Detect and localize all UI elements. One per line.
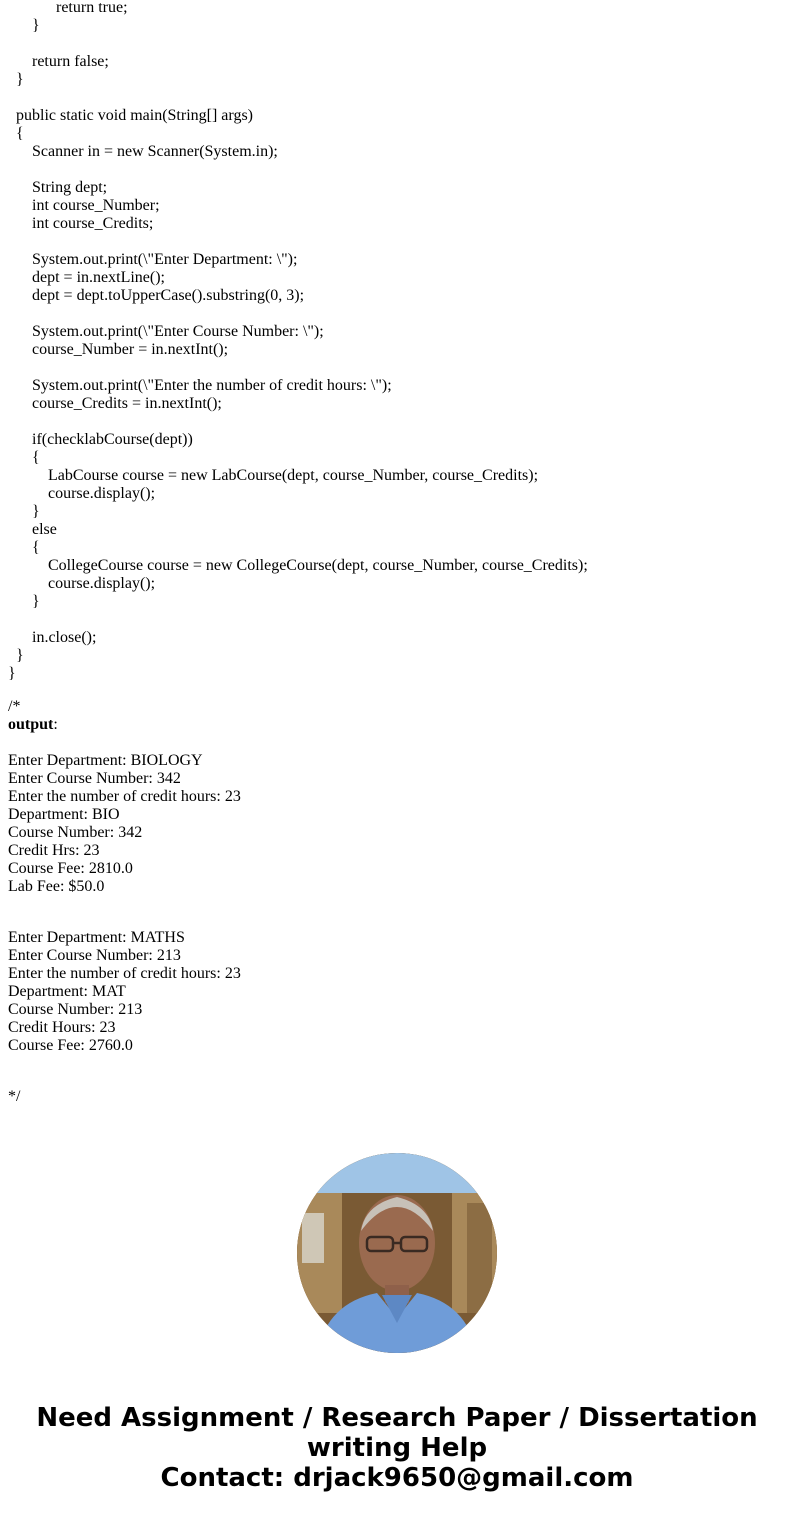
code-line <box>8 611 788 629</box>
comment-open: /* <box>8 698 21 715</box>
output-line: Enter Course Number: 342 <box>8 770 181 787</box>
output-label: output <box>8 716 54 733</box>
portrait-image <box>297 1153 497 1353</box>
output-line: Enter Course Number: 213 <box>8 947 181 964</box>
promo-line-1: Need Assignment / Research Paper / Dissertation <box>36 1403 758 1433</box>
code-line: int course_Credits; <box>8 215 154 232</box>
code-line: else <box>8 521 57 538</box>
code-line: { <box>8 125 24 142</box>
code-line: dept = in.nextLine(); <box>8 269 165 286</box>
output-run-maths <box>8 929 508 1055</box>
code-line <box>8 89 788 107</box>
code-line: { <box>8 539 40 556</box>
code-line: return false; <box>8 53 109 70</box>
code-line: public static void main(String[] args) <box>8 107 253 124</box>
output-line: Credit Hours: 23 <box>8 1019 116 1036</box>
code-line: course.display(); <box>8 485 156 502</box>
code-line: System.out.print(\"Enter Department: \"); <box>8 251 298 268</box>
promo-line-2: writing Help <box>306 1433 488 1463</box>
code-line: String dept; <box>8 179 108 196</box>
output-line: Enter the number of credit hours: 23 <box>8 965 241 982</box>
output-line: Course Fee: 2810.0 <box>8 860 133 877</box>
output-line: Department: BIO <box>8 806 120 823</box>
code-line: { <box>8 449 40 466</box>
code-line: Scanner in = new Scanner(System.in); <box>8 143 278 160</box>
output-heading <box>8 716 58 734</box>
output-line: Enter the number of credit hours: 23 <box>8 788 241 805</box>
promo-contact: Contact: drjack9650@gmail.com <box>160 1463 634 1493</box>
output-line: Course Fee: 2760.0 <box>8 1037 133 1054</box>
output-line: Course Number: 213 <box>8 1001 143 1018</box>
code-line: } <box>8 503 40 520</box>
code-line: } <box>8 593 40 610</box>
comment-close: */ <box>8 1088 21 1105</box>
code-line: CollegeCourse course = new CollegeCourse(dept, course_Number, course_Credits); <box>8 557 588 574</box>
code-line: if(checklabCourse(dept)) <box>8 431 193 448</box>
code-line: dept = dept.toUpperCase().substring(0, 3); <box>8 287 305 304</box>
output-colon: : <box>53 716 58 733</box>
code-line: course_Credits = in.nextInt(); <box>8 395 222 412</box>
code-line: LabCourse course = new LabCourse(dept, course_Number, course_Credits); <box>8 467 539 484</box>
output-line: Lab Fee: $50.0 <box>8 878 105 895</box>
code-line: } <box>8 647 24 664</box>
code-line: course.display(); <box>8 575 156 592</box>
code-line: int course_Number; <box>8 197 160 214</box>
code-line <box>8 233 788 251</box>
code-line <box>8 35 788 53</box>
code-listing <box>8 0 788 683</box>
output-line: Enter Department: MATHS <box>8 929 185 946</box>
code-line <box>8 359 788 377</box>
output-line: Enter Department: BIOLOGY <box>8 752 203 769</box>
code-line: in.close(); <box>8 629 97 646</box>
output-line: Credit Hrs: 23 <box>8 842 100 859</box>
output-line: Department: MAT <box>8 983 126 1000</box>
output-line: Course Number: 342 <box>8 824 143 841</box>
author-photo <box>297 1153 497 1353</box>
code-line: System.out.print(\"Enter Course Number: \"); <box>8 323 324 340</box>
code-line: } <box>8 71 24 88</box>
output-run-biology <box>8 752 508 896</box>
code-line: System.out.print(\"Enter the number of credit hours: \"); <box>8 377 392 394</box>
code-line <box>8 161 788 179</box>
code-line: return true; <box>8 0 128 16</box>
code-line: } <box>8 665 16 682</box>
code-line <box>8 413 788 431</box>
promo-banner <box>0 1403 794 1493</box>
code-line: course_Number = in.nextInt(); <box>8 341 229 358</box>
code-line <box>8 305 788 323</box>
code-line: } <box>8 17 40 34</box>
